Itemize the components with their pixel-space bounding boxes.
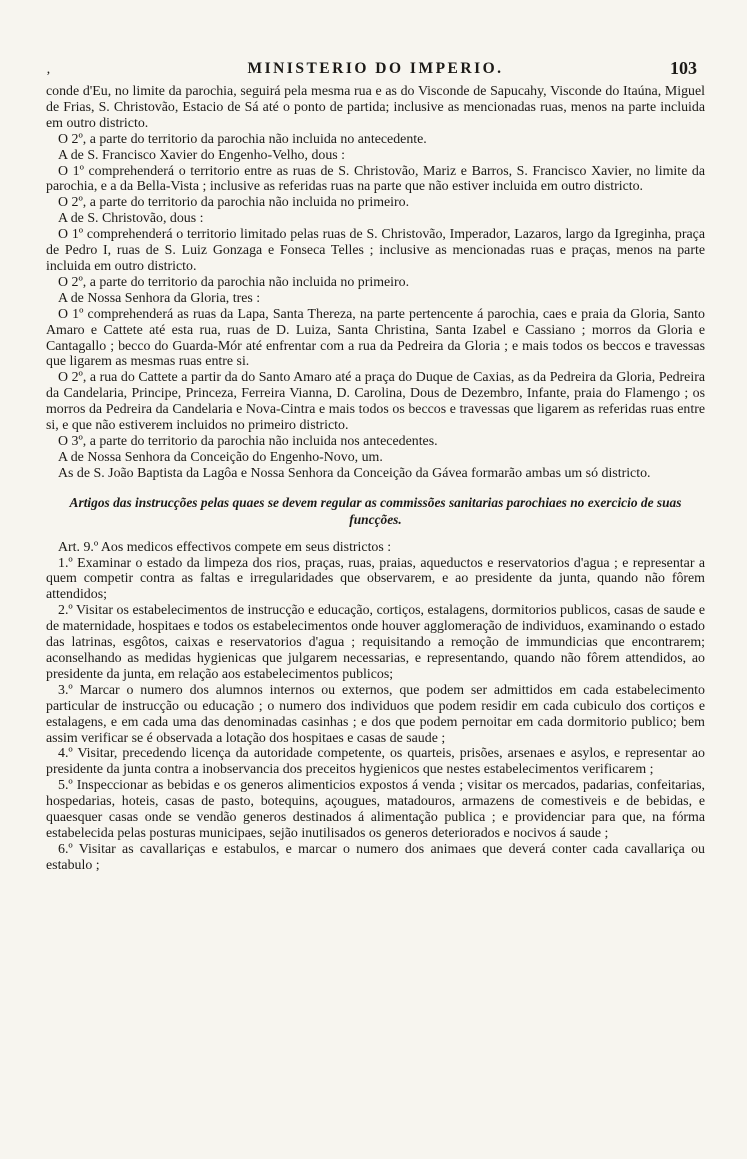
paragraph: O 2º, a parte do territorio da parochia não incluida no antecedente. [58, 131, 427, 147]
running-title: MINISTERIO DO IMPERIO. [247, 60, 504, 77]
paragraph: conde d'Eu, no limite da parochia, seguirá pela mesma rua e as do Visconde de Sapucahy, Visconde do Itaúna, Miguel de Frias, S. Christovão, Estacio de Sá até o ponto de partida; inclusive as mencionadas ruas, menos na parte incluida em outro districto. [46, 84, 705, 131]
page-header [46, 60, 705, 84]
article-item: 3.º Marcar o numero dos alumnos internos ou externos, que podem ser admittidos em cada estabelecimento particular de instrucção ou educação ; o numero dos individuos que podem residir em cada cubiculo dos cortiços e estalagens, e em cada uma das denominadas casinhas ; e dos que podem pernoitar em cada dormitorio publico; bem assim verificar se é observada a lotação dos hospitaes e casas de saude ; [46, 682, 705, 746]
paragraph: A de S. Francisco Xavier do Engenho-Velho, dous : [58, 147, 346, 163]
paragraph: A de Nossa Senhora da Conceição do Engenho-Novo, um. [58, 449, 383, 465]
paragraph: O 2º, a parte do territorio da parochia não incluida no primeiro. [58, 195, 410, 211]
article-heading: Art. 9.º Aos medicos effectivos compete em seus districtos : [58, 539, 392, 555]
header-mark: ‚ [46, 62, 51, 77]
article-item: 1.º Examinar o estado da limpeza dos rios, praças, ruas, praias, aqueductos e reservatorios d'agua ; e representar a quem competir contra as faltas e irregularidades que observarem, e ao presidente da junta, quando não fôrem attendidos; [46, 555, 705, 603]
paragraph: O 3º, a parte do territorio da parochia não incluida nos antecedentes. [58, 433, 438, 449]
article-item: 4.º Visitar, precedendo licença da autoridade competente, os quarteis, prisões, arsenaes e asylos, e representar ao presidente da junta contra a inobservancia dos preceitos hygienicos que nestes estabelecimentos verificarem ; [46, 746, 705, 778]
paragraph: O 2º, a parte do territorio da parochia não incluida no primeiro. [58, 274, 410, 290]
article-item: 6.º Visitar as cavallariças e estabulos, e marcar o numero dos animaes que deverá conter cada cavallariça ou estabulo ; [46, 841, 705, 873]
paragraph: O 2º, a rua do Cattete a partir da do Santo Amaro até a praça do Duque de Caxias, as da Pedreira da Gloria, Pedreira da Candelaria, Principe, Princeza, Ferreira Vianna, D. Carolina, Dous de Dezembro, Infante, praia do Flamengo ; os morros da Pedreira da Candelaria e Nova-Cintra e mais todos os beccos e travessas que ligarem as referidas ruas entre si, e que não estiverem incluidos no primeiro districto. [46, 370, 705, 434]
paragraph: A de Nossa Senhora da Gloria, tres : [58, 290, 261, 306]
paragraph: O 1º comprehenderá as ruas da Lapa, Santa Thereza, na parte pertencente á parochia, caes e praia da Gloria, Santo Amaro e Cattete até esta rua, ruas de D. Luiza, Santa Christina, Santa Izabel e Cassiano ; morros da Gloria e Cantagallo ; becco do Guarda-Mór até enfrentar com a rua da Pedreira da Gloria ; e mais todos os beccos e travessas que ligarem as mesmas ruas entre si. [46, 306, 705, 370]
paragraph: A de S. Christovão, dous : [58, 211, 204, 227]
page-body [46, 84, 705, 874]
paragraph: As de S. João Baptista da Lagôa e Nossa Senhora da Conceição da Gávea formarão ambas um só districto. [58, 465, 651, 481]
section-title: Artigos das instrucções pelas quaes se devem regular as commissões sanitarias parochiaes no exercicio de suas funcções. [69, 494, 682, 527]
page-number: 103 [670, 58, 697, 78]
article-item: 2.º Visitar os estabelecimentos de instrucção e educação, cortiços, estalagens, dormitorios publicos, casas de saude e de maternidade, hospitaes e todos os estabelecimentos onde houver agglomeração de individuos, examinando o estado das latrinas, esgôtos, caixas e reservatorios d'agua ; requisitando a remoção de immundicias que encontrarem; aconselhando as medidas hygienicas que julgarem necessarias, e representando, quando não fôrem attendidos, ao presidente da junta, em relação aos estabelecimentos publicos; [46, 603, 705, 682]
article-item: 5.º Inspeccionar as bebidas e os generos alimenticios expostos á venda ; visitar os mercados, padarias, confeitarias, hospedarias, hoteis, casas de pasto, botequins, açougues, matadouros, armazens de comestiveis e de bebidas, e quaesquer casas onde se vendão generos destinados á alimentação publica ; e providenciar para que, na fórma estabelecida pelas posturas municipaes, sejão inutilisados os generos deteriorados e nocivos á saude ; [46, 778, 705, 841]
paragraph: O 1º comprehenderá o territorio entre as ruas de S. Christovão, Mariz e Barros, S. Francisco Xavier, no limite da parochia, e a da Bella-Vista ; inclusive as referidas ruas na parte que não estiver incluida em outro districto. [46, 163, 705, 195]
paragraph: O 1º comprehenderá o territorio limitado pelas ruas de S. Christovão, Imperador, Lazaros, largo da Igreginha, praça de Pedro I, ruas de S. Luiz Gonzaga e Fonseca Telles ; inclusive as mencionadas ruas e praças, menos na parte incluida em outro districto. [46, 227, 705, 274]
